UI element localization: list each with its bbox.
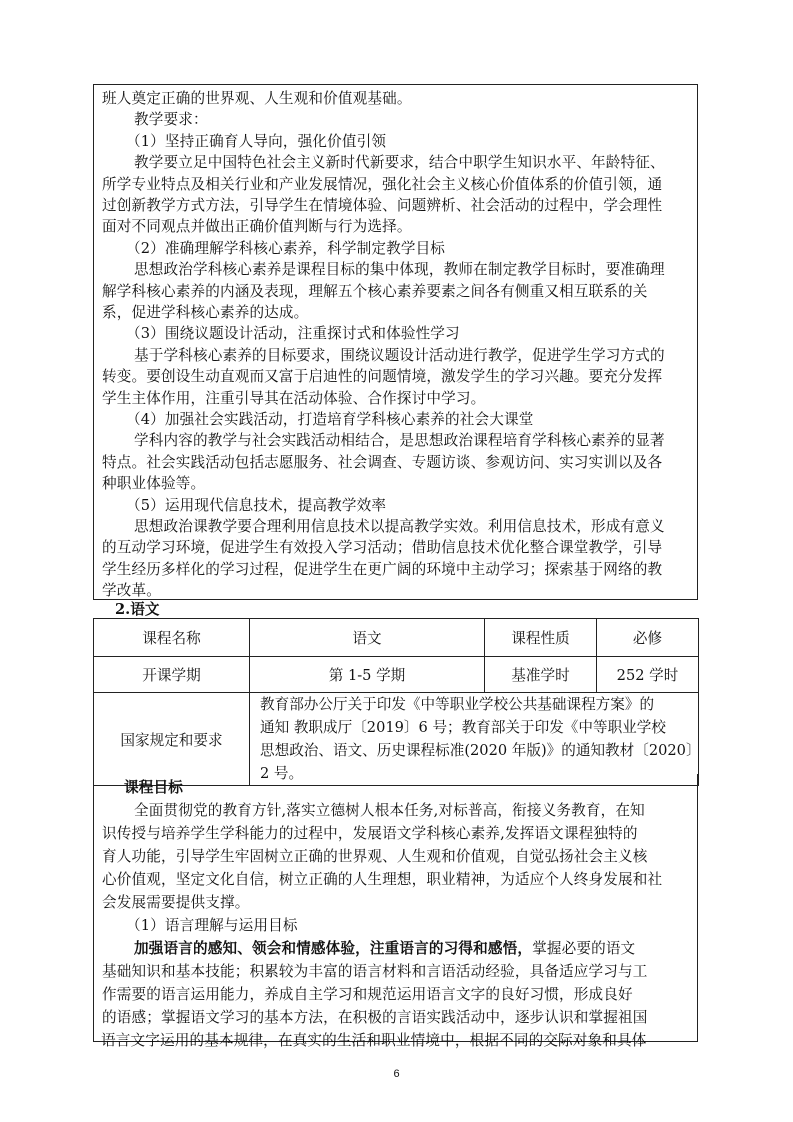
text-line: 心价值观，坚定文化自信，树立正确的人生理想，职业精神，为适应个人终身发展和社 (102, 871, 663, 888)
text-line: （1）坚持正确育人导向，强化价值引领 (126, 132, 387, 150)
text-line: （5）运用现代信息技术，提高教学效率 (126, 496, 387, 514)
regulation-line: 2 号。 (260, 765, 304, 782)
table-row (94, 693, 699, 786)
course-goals-heading: 课程目标 (124, 779, 183, 796)
regulation-line: 教育部办公厅关于印发《中等职业学校公共基础课程方案》的 (260, 696, 655, 713)
text-line: 教学要求： (134, 111, 208, 129)
semester-value: 第 1-5 学期 (250, 657, 485, 693)
course-info-table (93, 618, 699, 786)
course-name-value: 语文 (250, 619, 485, 657)
teaching-requirements-box (93, 84, 698, 600)
text-line: 识传授与培养学生学科能力的过程中，发展语文学科核心素养,发挥语文课程独特的 (102, 825, 638, 842)
page-number: 6 (393, 1068, 400, 1080)
text-line: 思想政治学科核心素养是课程目标的集中体现，教师在制定教学目标时，要准确理 (134, 261, 665, 279)
text-line: （3）围绕议题设计活动，注重探讨式和体验性学习 (126, 325, 460, 343)
text-line: 学改革。 (102, 582, 161, 600)
regulation-line: 思想政治、语文、历史课程标准(2020 年版)》的通知教材〔2020〕 (260, 742, 701, 759)
text-line: 作需要的语言运用能力，养成自主学习和规范运用语言文字的良好习惯，形成良好 (102, 986, 633, 1003)
sub-heading: （1）语言理解与运用目标 (126, 917, 298, 934)
text-line: 的语感；掌握语文学习的基本方法，在积极的言语实践活动中，逐步认识和掌握祖国 (102, 1009, 648, 1026)
course-name-label: 课程名称 (94, 619, 250, 657)
text-line: 会发展需要提供支撑。 (102, 894, 250, 911)
bold-lead: 加强语言的感知、领会和情感体验，注重语言的习得和感悟， (134, 940, 533, 957)
text-line: 教学要立足中国特色社会主义新时代新要求，结合中职学生知识水平、年龄特征、 (134, 154, 665, 172)
text-line: 学生主体作用，注重引导其在活动体验、合作探讨中学习。 (102, 389, 486, 407)
text-line: 全面贯彻党的教育方针,落实立德树人根本任务,对标普高，衔接义务教育，在知 (134, 802, 645, 819)
lead-rest: 掌握必要的语文 (532, 940, 636, 957)
text-line: 解学科核心素养的内涵及表现，理解五个核心素养要素之间各有侧重又相互联系的关 (102, 282, 648, 300)
section-title: 2.语文 (115, 601, 160, 618)
text-line: 系，促进学科核心素养的达成。 (102, 304, 309, 321)
course-type-label: 课程性质 (485, 619, 597, 657)
text-line: 班人奠定正确的世界观、人生观和价值观基础。 (102, 90, 412, 107)
text-line: 学科内容的教学与社会实践活动相结合，是思想政治课程培育学科核心素养的显著 (134, 432, 665, 450)
text-line: （4）加强社会实践活动，打造培育学科核心素养的社会大课堂 (126, 411, 534, 428)
text-line: 种职业体验等。 (102, 475, 206, 493)
text-line: 学生经历多样化的学习过程，促进学生在更广阔的环境中主动学习；探索基于网络的教 (102, 560, 663, 578)
text-line: 过创新教学方式方法，引导学生在情境体验、问题辨析、社会活动的过程中，学会理性 (102, 197, 663, 214)
table-row (94, 657, 699, 693)
text-line: （2）准确理解学科核心素养，科学制定教学目标 (126, 239, 446, 257)
text-line: 转变。要创设生动直观而又富于启迪性的问题情境，激发学生的学习兴趣。要充分发挥 (102, 368, 663, 386)
regulation-label: 国家规定和要求 (94, 693, 250, 786)
text-line: 所学专业特点及相关行业和产业发展情况，强化社会主义核心价值体系的价值引领，通 (102, 175, 663, 193)
semester-label: 开课学期 (94, 657, 250, 693)
text-line: 的互动学习环境，促进学生有效投入学习活动；借助信息技术优化整合课堂教学，引导 (102, 539, 663, 557)
text-line: 基础知识和基本技能；积累较为丰富的语言材料和言语活动经验，具备适应学习与工 (102, 963, 648, 980)
text-line: 特点。社会实践活动包括志愿服务、社会调查、专题访谈、参观访问、实习实训以及各 (102, 453, 663, 471)
regulation-line: 通知 教职成厅〔2019〕6 号；教育部关于印发《中等职业学校 (260, 719, 666, 736)
hours-label: 基准学时 (485, 657, 597, 693)
text-line: 基于学科核心素养的目标要求，围绕议题设计活动进行教学，促进学生学习方式的 (134, 346, 665, 364)
course-goals-tail (93, 774, 698, 1064)
hours-value: 252 学时 (597, 657, 699, 693)
text-line: 面对不同观点并做出正确价值判断与行为选择。 (102, 218, 412, 236)
regulation-value (250, 693, 699, 786)
text-line: 思想政治课教学要合理利用信息技术以提高教学实效。利用信息技术，形成有意义 (134, 518, 665, 535)
table-row (94, 619, 699, 657)
text-line: 育人功能，引导学生牢固树立正确的世界观、人生观和价值观，自觉弘扬社会主义核 (102, 848, 648, 865)
course-type-value: 必修 (597, 619, 699, 657)
text-line: 语言文字运用的基本规律，在真实的生活和职业情境中，根据不同的交际对象和具体 (101, 1032, 647, 1049)
